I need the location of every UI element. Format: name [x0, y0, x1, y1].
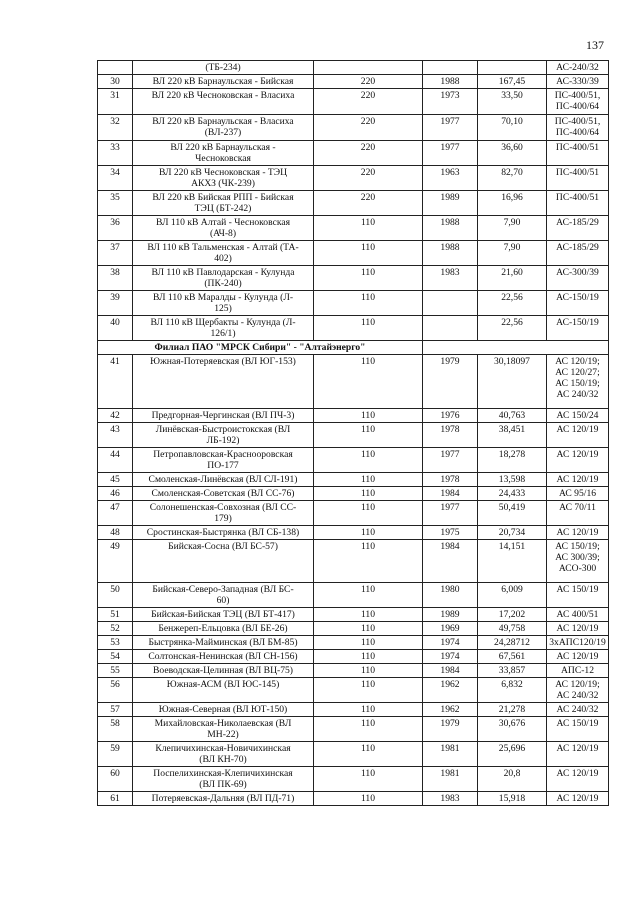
cell-voltage: 220	[314, 166, 423, 191]
cell-wire-brand: АС 120/19	[547, 622, 609, 636]
cell-length: 16,96	[478, 191, 547, 216]
cell-voltage: 110	[314, 266, 423, 291]
cell-year: 1981	[423, 767, 478, 792]
cell-wire-brand: АС-240/32	[547, 61, 609, 75]
cell-length: 18,278	[478, 448, 547, 473]
cell-number: 59	[98, 742, 133, 767]
cell-number: 40	[98, 316, 133, 341]
cell-voltage: 110	[314, 423, 423, 448]
cell-voltage: 220	[314, 89, 423, 115]
cell-line-name: Воеводская-Целинная (ВЛ ВЦ-75)	[133, 664, 314, 678]
cell-length: 20,734	[478, 526, 547, 540]
cell-wire-brand: АС 400/51	[547, 608, 609, 622]
cell-wire-brand: АС 120/19	[547, 423, 609, 448]
table-row	[98, 540, 609, 583]
cell-line-name: Южная-Северная (ВЛ ЮТ-150)	[133, 703, 314, 717]
cell-wire-brand: АС 70/11	[547, 501, 609, 526]
table-row	[98, 608, 609, 622]
cell-wire-brand: АС-330/39	[547, 75, 609, 89]
table-row	[98, 89, 609, 115]
cell-number: 45	[98, 473, 133, 487]
cell-line-name: ВЛ 220 кВ Барнаульская - Власиха (ВЛ-237)	[133, 115, 314, 141]
table-row	[98, 678, 609, 703]
table-body	[98, 61, 609, 806]
cell-voltage: 220	[314, 191, 423, 216]
cell-year: 1977	[423, 501, 478, 526]
cell-voltage: 110	[314, 409, 423, 423]
cell-length: 24,433	[478, 487, 547, 501]
cell-number: 32	[98, 115, 133, 141]
table-row	[98, 767, 609, 792]
cell-number: 34	[98, 166, 133, 191]
cell-year: 1989	[423, 191, 478, 216]
cell-number: 48	[98, 526, 133, 540]
cell-year: 1988	[423, 241, 478, 266]
cell-voltage: 110	[314, 473, 423, 487]
cell-number: 58	[98, 717, 133, 742]
cell-length: 30,676	[478, 717, 547, 742]
cell-length: 6,009	[478, 583, 547, 608]
cell-length: 7,90	[478, 241, 547, 266]
cell-length: 167,45	[478, 75, 547, 89]
table-row	[98, 115, 609, 141]
cell-year: 1984	[423, 487, 478, 501]
cell-line-name: ВЛ 220 кВ Чесноковская - ТЭЦ АКХЗ (ЧК-239)	[133, 166, 314, 191]
cell-length: 33,50	[478, 89, 547, 115]
cell-number: 52	[98, 622, 133, 636]
cell-line-name: Бийская-Бийская ТЭЦ (ВЛ БТ-417)	[133, 608, 314, 622]
cell-year: 1963	[423, 166, 478, 191]
cell-voltage: 110	[314, 540, 423, 583]
table-row	[98, 501, 609, 526]
cell-wire-brand: ПС-400/51, ПС-400/64	[547, 89, 609, 115]
cell-wire-brand: АС 120/19	[547, 742, 609, 767]
cell-length: 22,56	[478, 316, 547, 341]
cell-number: 35	[98, 191, 133, 216]
table-row	[98, 526, 609, 540]
cell-number: 53	[98, 636, 133, 650]
cell-line-name: Михайловская-Николаевская (ВЛ МН-22)	[133, 717, 314, 742]
table-row	[98, 266, 609, 291]
table-row	[98, 636, 609, 650]
cell-length: 82,70	[478, 166, 547, 191]
cell-year: 1977	[423, 448, 478, 473]
cell-wire-brand: АС 95/16	[547, 487, 609, 501]
cell-year: 1969	[423, 622, 478, 636]
cell-voltage: 110	[314, 664, 423, 678]
cell-number: 42	[98, 409, 133, 423]
cell-voltage: 110	[314, 501, 423, 526]
cell-length: 33,857	[478, 664, 547, 678]
table-row	[98, 409, 609, 423]
cell-year: 1984	[423, 540, 478, 583]
cell-year: 1983	[423, 792, 478, 806]
cell-length: 30,18097	[478, 355, 547, 409]
cell-number: 37	[98, 241, 133, 266]
table-row	[98, 583, 609, 608]
cell-year: 1974	[423, 636, 478, 650]
cell-voltage: 110	[314, 316, 423, 341]
cell-line-name: Предгорная-Чергинская (ВЛ ПЧ-3)	[133, 409, 314, 423]
cell-voltage: 110	[314, 703, 423, 717]
cell-length: 70,10	[478, 115, 547, 141]
cell-voltage: 110	[314, 526, 423, 540]
cell-length: 40,763	[478, 409, 547, 423]
cell-number: 51	[98, 608, 133, 622]
cell-length: 21,278	[478, 703, 547, 717]
cell-voltage: 220	[314, 141, 423, 166]
cell-wire-brand: АС 120/19	[547, 650, 609, 664]
cell-voltage: 110	[314, 622, 423, 636]
table-row	[98, 316, 609, 341]
cell-line-name: Смоленская-Советская (ВЛ СС-76)	[133, 487, 314, 501]
cell-wire-brand: АС 120/19	[547, 448, 609, 473]
table-row	[98, 703, 609, 717]
cell-line-name: ВЛ 110 кВ Маралды - Кулунда (Л- 125)	[133, 291, 314, 316]
cell-wire-brand: АС 150/19	[547, 717, 609, 742]
cell-length: 25,696	[478, 742, 547, 767]
cell-line-name: ВЛ 220 кВ Барнаульская - Бийская	[133, 75, 314, 89]
cell-line-name: Бийская-Сосна (ВЛ БС-57)	[133, 540, 314, 583]
cell-voltage: 110	[314, 241, 423, 266]
cell-year: 1977	[423, 141, 478, 166]
cell-number: 31	[98, 89, 133, 115]
cell-line-name: Потеряевская-Дальняя (ВЛ ПД-71)	[133, 792, 314, 806]
cell-length: 20,8	[478, 767, 547, 792]
cell-number: 49	[98, 540, 133, 583]
cell-length: 49,758	[478, 622, 547, 636]
cell-voltage: 110	[314, 767, 423, 792]
cell-voltage: 110	[314, 448, 423, 473]
cell-line-name: Сростинская-Быстрянка (ВЛ СБ-138)	[133, 526, 314, 540]
cell-year	[423, 291, 478, 316]
cell-length: 38,451	[478, 423, 547, 448]
cell-number	[98, 61, 133, 75]
cell-year	[423, 316, 478, 341]
cell-wire-brand: АС 120/19	[547, 767, 609, 792]
cell-number: 57	[98, 703, 133, 717]
cell-voltage: 110	[314, 608, 423, 622]
cell-number: 60	[98, 767, 133, 792]
cell-wire-brand: АС 120/19; АС 240/32	[547, 678, 609, 703]
table-row	[98, 216, 609, 241]
cell-line-name: Южная-АСМ (ВЛ ЮС-145)	[133, 678, 314, 703]
table-row	[98, 664, 609, 678]
cell-length: 50,419	[478, 501, 547, 526]
cell-line-name: ВЛ 110 кВ Алтай - Чесноковская (АЧ-8)	[133, 216, 314, 241]
cell-length	[478, 61, 547, 75]
table-row	[98, 650, 609, 664]
cell-line-name: Бийская-Северо-Западная (ВЛ БС- 60)	[133, 583, 314, 608]
cell-length: 24,28712	[478, 636, 547, 650]
table-row	[98, 423, 609, 448]
cell-year: 1979	[423, 355, 478, 409]
table-row	[98, 622, 609, 636]
cell-length: 6,832	[478, 678, 547, 703]
cell-number: 44	[98, 448, 133, 473]
cell-line-name: Линёвская-Быстроистокская (ВЛ ЛБ-192)	[133, 423, 314, 448]
table-row	[98, 241, 609, 266]
table-row	[98, 166, 609, 191]
cell-year: 1981	[423, 742, 478, 767]
cell-wire-brand: ПС-400/51, ПС-400/64	[547, 115, 609, 141]
table-row	[98, 291, 609, 316]
cell-wire-brand: ПС-400/51	[547, 191, 609, 216]
cell-number: 61	[98, 792, 133, 806]
cell-year: 1976	[423, 409, 478, 423]
cell-line-name: Солонешенская-Совхозная (ВЛ СС- 179)	[133, 501, 314, 526]
table-row	[98, 473, 609, 487]
cell-line-name: ВЛ 110 кВ Тальменская - Алтай (ТА- 402)	[133, 241, 314, 266]
cell-number: 41	[98, 355, 133, 409]
cell-year: 1962	[423, 678, 478, 703]
cell-voltage: 110	[314, 487, 423, 501]
table-row	[98, 742, 609, 767]
cell-line-name: Петропавловская-Краснооровская ПО-177	[133, 448, 314, 473]
cell-line-name: Быстрянка-Майминская (ВЛ БМ-85)	[133, 636, 314, 650]
cell-wire-brand: АС-150/19	[547, 316, 609, 341]
cell-number: 55	[98, 664, 133, 678]
cell-line-name: ВЛ 220 кВ Бийская РПП - Бийская ТЭЦ (БТ-242)	[133, 191, 314, 216]
cell-wire-brand: 3хАПС120/19	[547, 636, 609, 650]
table-row	[98, 448, 609, 473]
table-row	[98, 355, 609, 409]
cell-year: 1988	[423, 216, 478, 241]
cell-wire-brand: АС 150/24	[547, 409, 609, 423]
cell-year: 1978	[423, 423, 478, 448]
cell-number: 38	[98, 266, 133, 291]
cell-length: 13,598	[478, 473, 547, 487]
cell-voltage: 220	[314, 75, 423, 89]
cell-length: 36,60	[478, 141, 547, 166]
cell-voltage: 110	[314, 583, 423, 608]
cell-number: 56	[98, 678, 133, 703]
cell-year: 1988	[423, 75, 478, 89]
cell-voltage: 110	[314, 636, 423, 650]
cell-wire-brand: ПС-400/51	[547, 166, 609, 191]
cell-number: 50	[98, 583, 133, 608]
cell-length: 67,561	[478, 650, 547, 664]
cell-wire-brand: АС-185/29	[547, 216, 609, 241]
cell-length: 21,60	[478, 266, 547, 291]
cell-voltage: 110	[314, 355, 423, 409]
cell-wire-brand: АС 120/19	[547, 473, 609, 487]
cell-length: 7,90	[478, 216, 547, 241]
cell-line-name: Поспелихинская-Клепичихинская (ВЛ ПК-69)	[133, 767, 314, 792]
cell-year	[423, 61, 478, 75]
cell-wire-brand: АС-300/39	[547, 266, 609, 291]
cell-year: 1975	[423, 526, 478, 540]
cell-line-name: Южная-Потеряевская (ВЛ ЮГ-153)	[133, 355, 314, 409]
cell-year: 1977	[423, 115, 478, 141]
cell-length: 15,918	[478, 792, 547, 806]
table-row	[98, 792, 609, 806]
cell-wire-brand: АПС-12	[547, 664, 609, 678]
cell-wire-brand: ПС-400/51	[547, 141, 609, 166]
cell-line-name: (ТБ-234)	[133, 61, 314, 75]
cell-voltage: 110	[314, 650, 423, 664]
cell-wire-brand: АС 240/32	[547, 703, 609, 717]
cell-line-name: ВЛ 110 кВ Павлодарская - Кулунда (ПК-240)	[133, 266, 314, 291]
cell-line-name: Бенжереп-Ельцовка (ВЛ БЕ-26)	[133, 622, 314, 636]
cell-line-name: ВЛ 220 кВ Чесноковская - Власиха	[133, 89, 314, 115]
section-title: Филиал ПАО "МРСК Сибири" - "Алтайэнерго"	[98, 341, 423, 355]
cell-year: 1989	[423, 608, 478, 622]
table-row	[98, 487, 609, 501]
power-lines-table	[97, 60, 609, 806]
cell-voltage	[314, 61, 423, 75]
cell-number: 43	[98, 423, 133, 448]
cell-line-name: ВЛ 110 кВ Щербакты - Кулунда (Л- 126/1)	[133, 316, 314, 341]
cell-number: 47	[98, 501, 133, 526]
cell-wire-brand: АС 120/19; АС 120/27; АС 150/19; АС 240/32	[547, 355, 609, 409]
cell-voltage: 110	[314, 678, 423, 703]
cell-length: 14,151	[478, 540, 547, 583]
cell-year: 1983	[423, 266, 478, 291]
cell-wire-brand: АС 120/19	[547, 792, 609, 806]
cell-number: 54	[98, 650, 133, 664]
cell-line-name: Смоленская-Линёвская (ВЛ СЛ-191)	[133, 473, 314, 487]
cell-voltage: 110	[314, 291, 423, 316]
cell-year: 1984	[423, 664, 478, 678]
cell-number: 33	[98, 141, 133, 166]
cell-voltage: 110	[314, 216, 423, 241]
cell-line-name: ВЛ 220 кВ Барнаульская - Чесноковская	[133, 141, 314, 166]
cell-length: 22,56	[478, 291, 547, 316]
cell-number: 36	[98, 216, 133, 241]
section-title-tail	[423, 341, 609, 355]
cell-wire-brand: АС 150/19; АС 300/39; АСО-300	[547, 540, 609, 583]
cell-year: 1980	[423, 583, 478, 608]
cell-voltage: 110	[314, 717, 423, 742]
cell-line-name: Клепичихинская-Новичихинская (ВЛ КН-70)	[133, 742, 314, 767]
cell-voltage: 110	[314, 742, 423, 767]
cell-year: 1978	[423, 473, 478, 487]
table-row	[98, 717, 609, 742]
cell-number: 46	[98, 487, 133, 501]
cell-wire-brand: АС 150/19	[547, 583, 609, 608]
page-number: 137	[586, 38, 604, 52]
cell-voltage: 220	[314, 115, 423, 141]
cell-voltage: 110	[314, 792, 423, 806]
cell-wire-brand: АС 120/19	[547, 526, 609, 540]
cell-line-name: Солтонская-Ненинская (ВЛ СН-156)	[133, 650, 314, 664]
table-row	[98, 61, 609, 75]
cell-year: 1979	[423, 717, 478, 742]
table-row	[98, 141, 609, 166]
cell-length: 17,202	[478, 608, 547, 622]
table-row	[98, 191, 609, 216]
cell-number: 30	[98, 75, 133, 89]
cell-year: 1973	[423, 89, 478, 115]
cell-wire-brand: АС-150/19	[547, 291, 609, 316]
cell-year: 1974	[423, 650, 478, 664]
table-row	[98, 75, 609, 89]
cell-number: 39	[98, 291, 133, 316]
section-row	[98, 341, 609, 355]
cell-year: 1962	[423, 703, 478, 717]
cell-wire-brand: АС-185/29	[547, 241, 609, 266]
